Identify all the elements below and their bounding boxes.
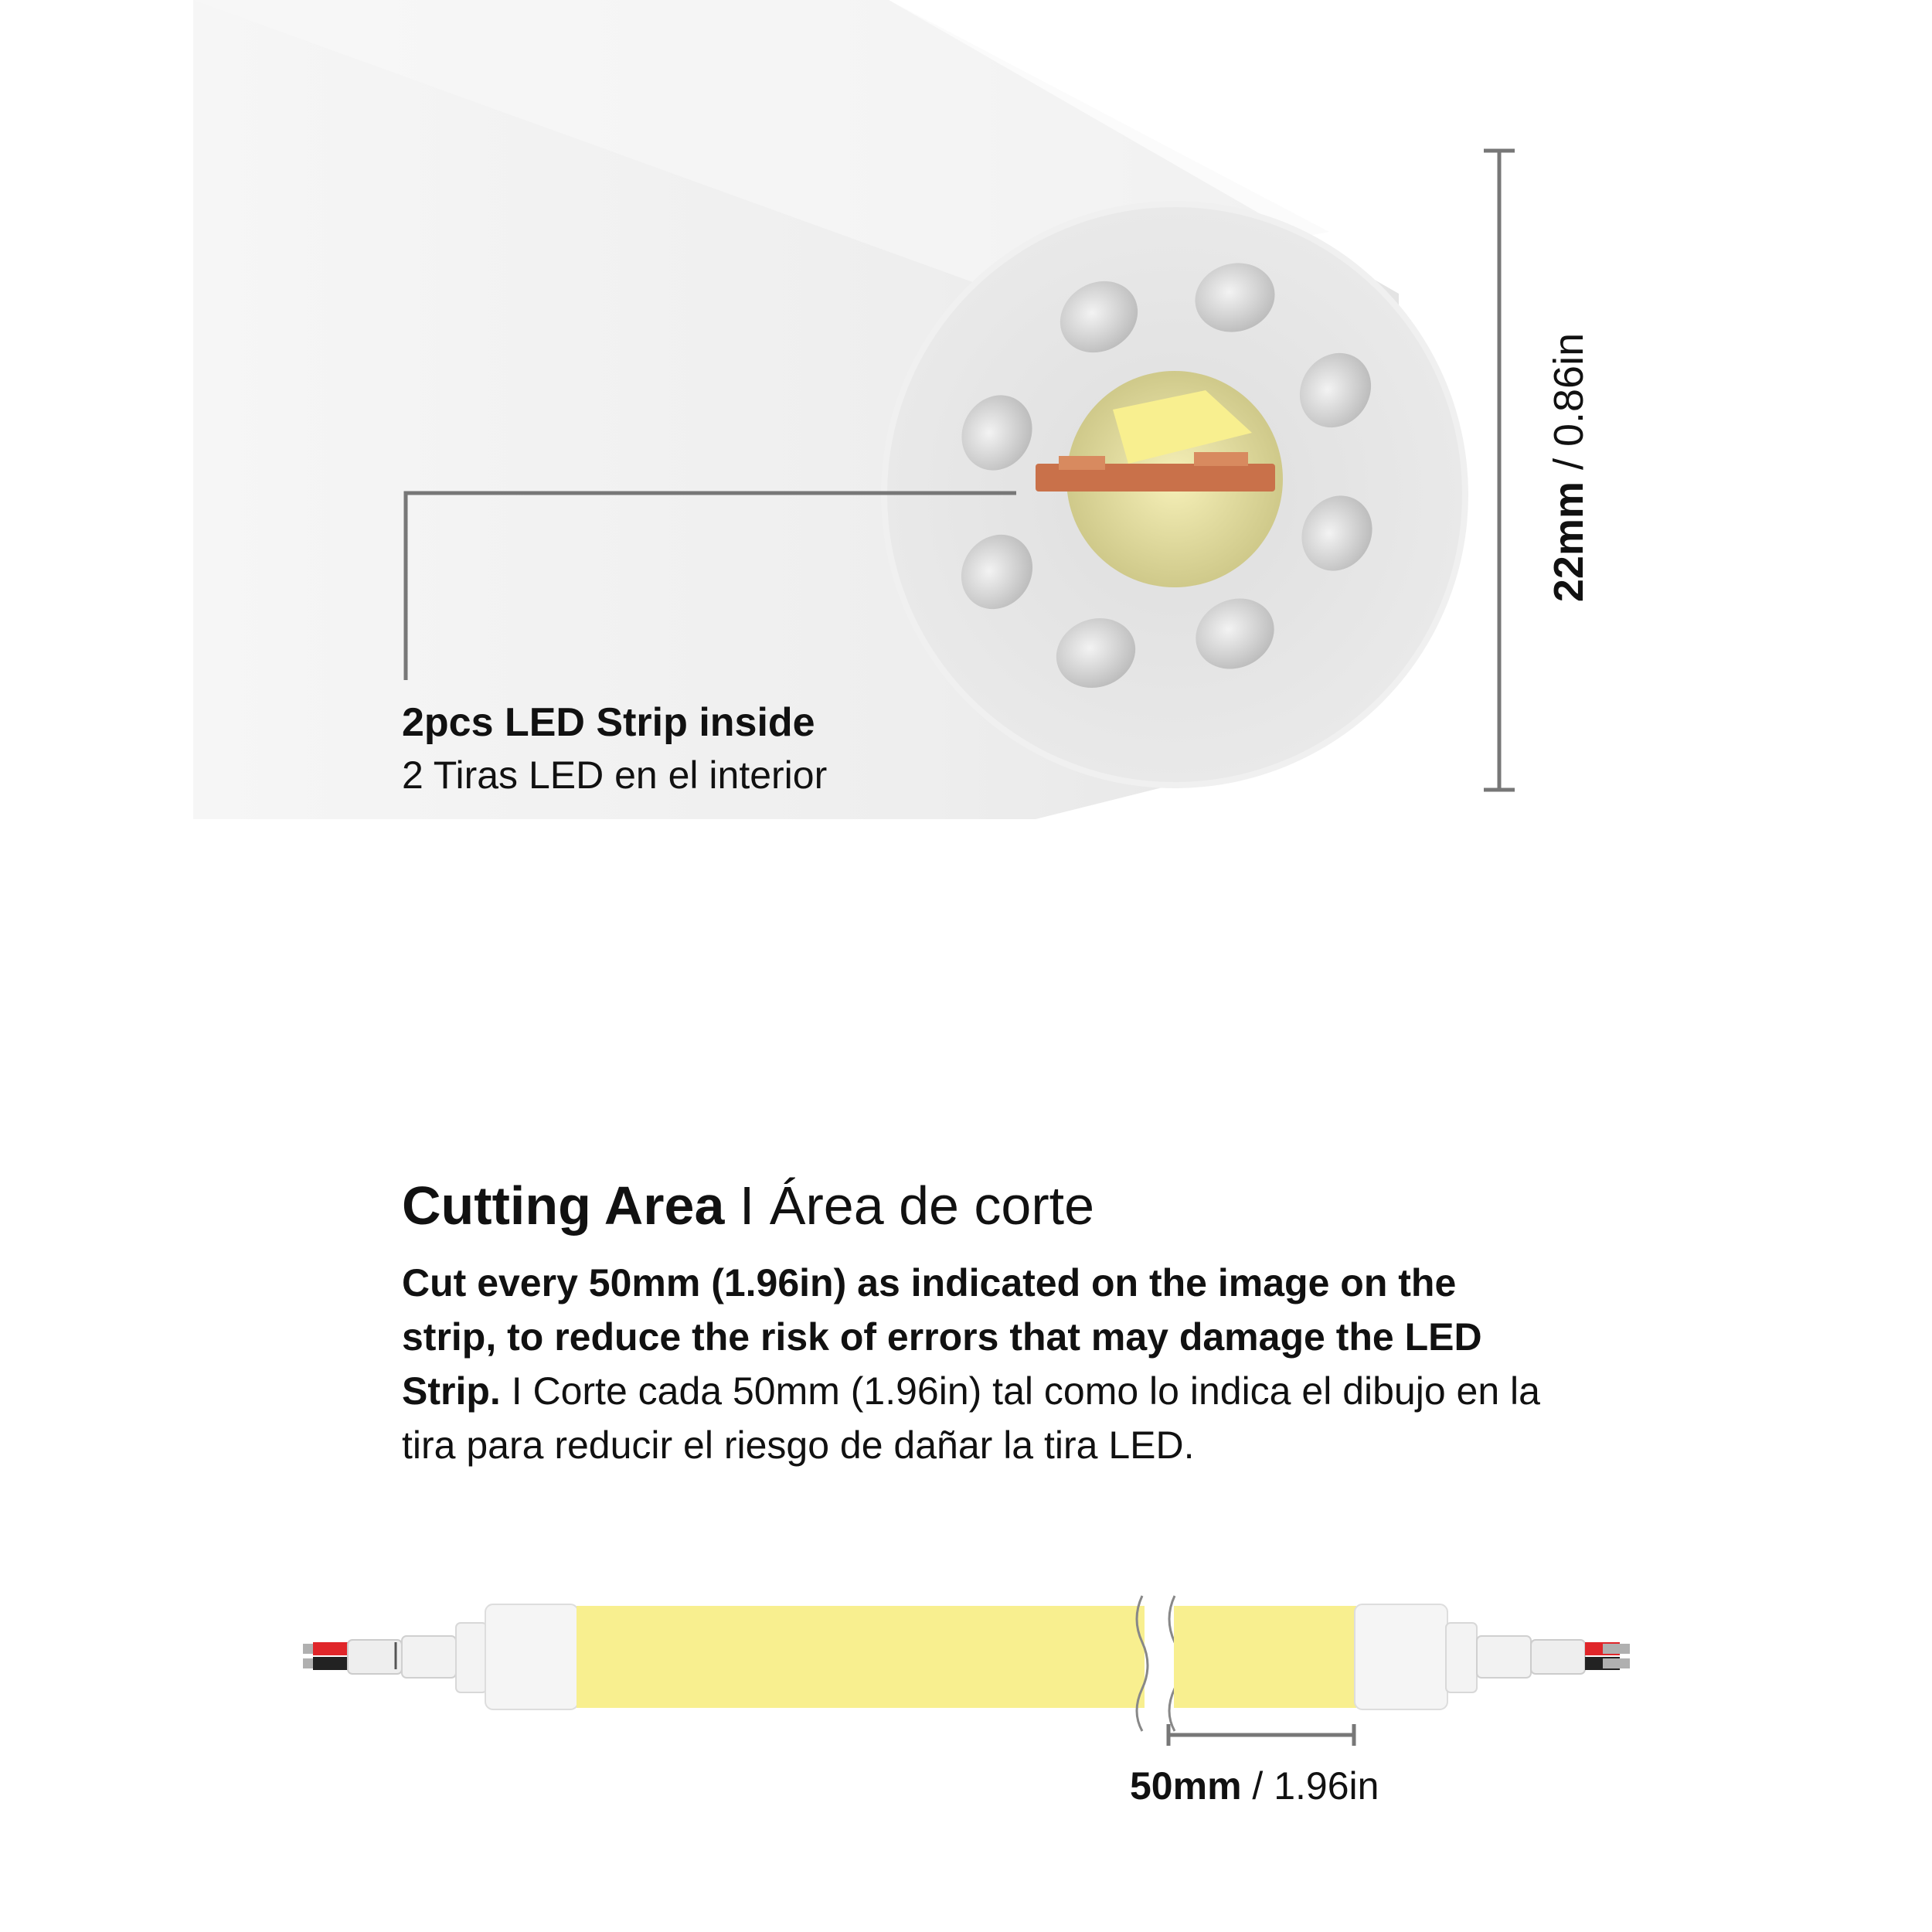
height-value: 22mm [1546, 481, 1592, 603]
tube-cross-section-illustration [0, 0, 1932, 866]
led-strip-illustration [0, 1584, 1932, 1762]
cut-length-value: 50mm [1130, 1764, 1242, 1808]
description-en: Cut every 50mm (1.96in) as indicated on the image on the strip, to reduce the risk of errors that may damage the LED Strip. [402, 1261, 1482, 1413]
led-strip-segment-right [1174, 1606, 1356, 1708]
height-alt: 0.86in [1546, 332, 1592, 447]
left-wire-connector [303, 1604, 578, 1709]
cut-length-alt: 1.96in [1274, 1764, 1379, 1808]
height-separator: / [1546, 447, 1592, 482]
description-es: Corte cada 50mm (1.96in) tal como lo indica el dibujo en la tira para reducir el riesgo de dañar la tira LED. [402, 1369, 1540, 1467]
right-wire-connector [1355, 1604, 1630, 1709]
cutting-area-description [402, 1256, 1561, 1472]
heading-separator: I [724, 1175, 770, 1236]
cut-length-label [1130, 1764, 1379, 1808]
led-strip-segment-left [577, 1606, 1145, 1708]
height-dimension-line [1484, 151, 1515, 790]
description-separator: I [500, 1369, 533, 1413]
callout-title: 2pcs LED Strip inside [402, 700, 815, 745]
heading-es: Área de corte [769, 1175, 1095, 1236]
cut-length-separator: / [1241, 1764, 1274, 1808]
callout-subtitle: 2 Tiras LED en el interior [402, 753, 828, 797]
cutting-area-heading [402, 1176, 1094, 1236]
heading-en: Cutting Area [402, 1175, 725, 1236]
cut-length-dimension-line [1159, 1719, 1368, 1750]
